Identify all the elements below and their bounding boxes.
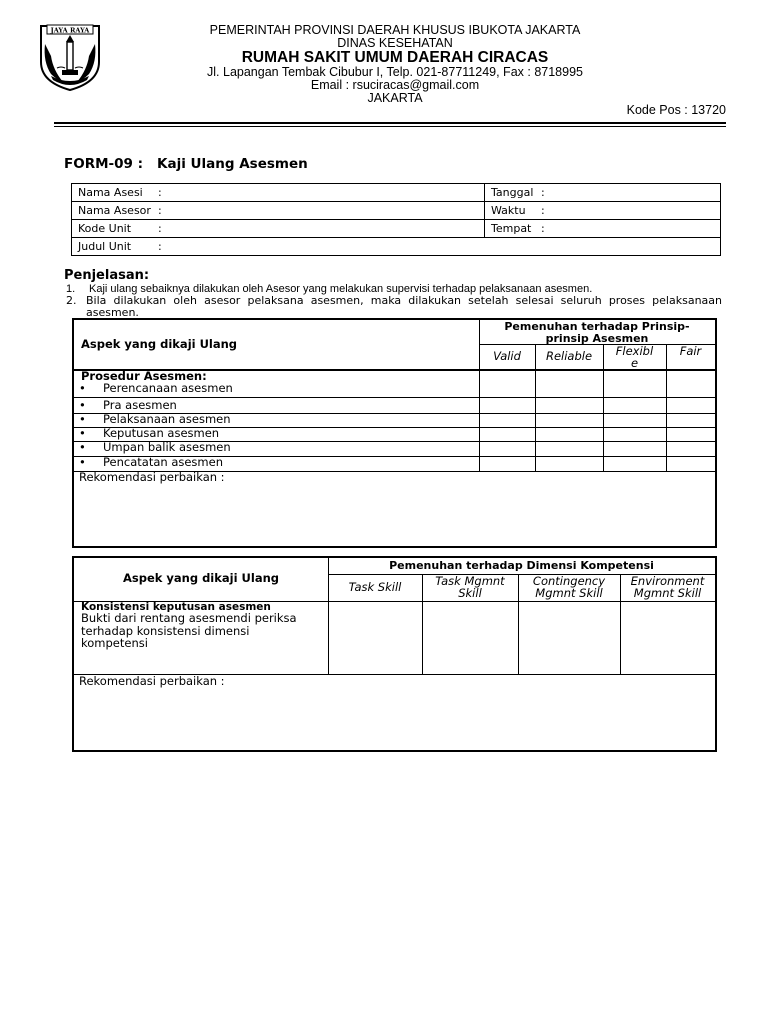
item-text: Bila dilakukan oleh asesor pelaksana asesmen, maka dilakukan setelah selesai seluruh proses pelaksanaan asesmen.	[86, 294, 722, 319]
aspek-header: Aspek yang dikaji Ulang	[122, 571, 280, 585]
colon: :	[158, 240, 162, 253]
table-row	[72, 202, 721, 220]
list-item	[79, 455, 223, 469]
item-number: 1.	[66, 283, 76, 295]
bullet: •	[79, 412, 86, 426]
col-line: Mgmnt Skill	[535, 586, 603, 600]
letterhead-rule-thick	[54, 122, 726, 124]
item-label: Pencatatan asesmen	[103, 455, 223, 469]
row-description	[81, 612, 297, 650]
bullet: •	[79, 426, 86, 440]
col-divider	[535, 344, 536, 472]
colon: :	[541, 204, 545, 217]
col-reliable: Reliable	[545, 349, 593, 363]
tanggal-field[interactable]	[485, 184, 721, 202]
description-line: kompetensi	[81, 636, 148, 650]
bullet: •	[79, 381, 86, 395]
bullet: •	[79, 455, 86, 469]
group-header-line: prinsip Asesmen	[545, 332, 649, 345]
description-line: Bukti dari rentang asesmendi periksa	[81, 611, 297, 625]
letterhead-email: Email : rsuciracas@gmail.com	[310, 78, 480, 92]
col-fair: Fair	[679, 344, 702, 358]
col-line: Task Skill	[348, 580, 402, 594]
col-contingency-mgmnt-skill	[518, 575, 620, 599]
list-item	[79, 440, 231, 454]
nama-asesi-label: Nama Asesi	[78, 186, 143, 199]
item-text: Kaji ulang sebaiknya dilakukan oleh Asesor yang melakukan supervisi terhadap pelaksanaan asesmen.	[89, 283, 593, 295]
table-row	[72, 238, 721, 256]
letterhead-province: PEMERINTAH PROVINSI DAERAH KHUSUS IBUKOTA JAKARTA	[209, 23, 581, 37]
prosedur-title: Prosedur Asesmen:	[81, 369, 207, 383]
colon: :	[541, 222, 545, 235]
bullet: •	[79, 440, 86, 454]
col-task-mgmnt-skill	[422, 575, 518, 599]
nama-asesor-field[interactable]	[72, 202, 485, 220]
item-label: Keputusan asesmen	[103, 426, 220, 440]
tempat-label: Tempat	[491, 222, 532, 235]
list-item	[79, 412, 231, 426]
list-item	[79, 426, 219, 440]
judul-unit-field[interactable]	[72, 238, 721, 256]
list-item	[79, 381, 233, 395]
table-row	[72, 220, 721, 238]
item-label: Perencanaan asesmen	[103, 381, 233, 395]
description-line: terhadap konsistensi dimensi	[81, 623, 250, 638]
colon: :	[158, 186, 162, 199]
letterhead-rule-thin	[54, 126, 726, 127]
col-line: Skill	[458, 586, 482, 600]
col-line: Mgmnt Skill	[633, 586, 702, 600]
letterhead-department: DINAS KESEHATAN	[337, 36, 453, 50]
prinsip-group-header	[479, 321, 715, 345]
colon: :	[541, 186, 545, 199]
dimensi-kompetensi-table	[72, 556, 717, 752]
penjelasan-title: Penjelasan:	[64, 268, 150, 283]
item-label: Umpan balik asesmen	[103, 440, 231, 454]
kode-unit-label: Kode Unit	[78, 222, 132, 235]
col-environment-mgmnt-skill	[620, 575, 715, 599]
col-task-skill	[328, 580, 422, 594]
col-line: Environment	[630, 574, 705, 588]
col-flexible-line: Flexibl	[615, 344, 654, 358]
row-title: Konsistensi keputusan asesmen	[81, 601, 271, 613]
nama-asesi-field[interactable]	[72, 184, 485, 202]
col-divider	[666, 344, 667, 472]
tempat-field[interactable]	[485, 220, 721, 238]
tanggal-label: Tanggal	[491, 186, 534, 199]
col-flexible-line: e	[630, 356, 639, 370]
col-line: Contingency	[532, 574, 606, 588]
form-code: FORM-09 :	[64, 156, 144, 172]
dimensi-group-header: Pemenuhan terhadap Dimensi Kompetensi	[389, 559, 654, 572]
item-number: 2.	[66, 294, 77, 307]
col-divider	[328, 558, 329, 674]
waktu-field[interactable]	[485, 202, 721, 220]
item-label: Pra asesmen	[103, 398, 177, 412]
col-valid: Valid	[493, 349, 521, 363]
penjelasan-item-2	[66, 295, 726, 319]
group-header-line: Pemenuhan terhadap Prinsip-	[504, 320, 690, 333]
logo-text: JAYA RAYA	[50, 26, 90, 35]
list-item	[79, 398, 177, 412]
prinsip-asesmen-table	[72, 318, 717, 548]
form-title	[64, 156, 308, 172]
colon: :	[158, 222, 162, 235]
rekomendasi-label: Rekomendasi perbaikan :	[79, 470, 225, 484]
letterhead-hospital-name: RUMAH SAKIT UMUM DAERAH CIRACAS	[241, 49, 549, 66]
nama-asesor-label: Nama Asesor	[78, 204, 151, 217]
letterhead-address: Jl. Lapangan Tembak Cibubur I, Telp. 021-87711249, Fax : 8718995	[207, 65, 583, 79]
colon: :	[158, 204, 162, 217]
bullet: •	[79, 398, 86, 412]
waktu-label: Waktu	[491, 204, 526, 217]
letterhead-postal-code: Kode Pos : 13720	[626, 103, 726, 117]
aspek-header: Aspek yang dikaji Ulang	[81, 337, 238, 351]
letterhead-city: JAKARTA	[367, 91, 423, 105]
table-row	[72, 184, 721, 202]
kode-unit-field[interactable]	[72, 220, 485, 238]
col-line: Task Mgmnt	[435, 574, 505, 588]
rekomendasi-label: Rekomendasi perbaikan :	[79, 674, 225, 688]
form-name: Kaji Ulang Asesmen	[157, 156, 308, 172]
col-flexible	[603, 345, 666, 369]
item-label: Pelaksanaan asesmen	[103, 412, 231, 426]
judul-unit-label: Judul Unit	[78, 240, 132, 253]
identity-table	[71, 183, 721, 256]
